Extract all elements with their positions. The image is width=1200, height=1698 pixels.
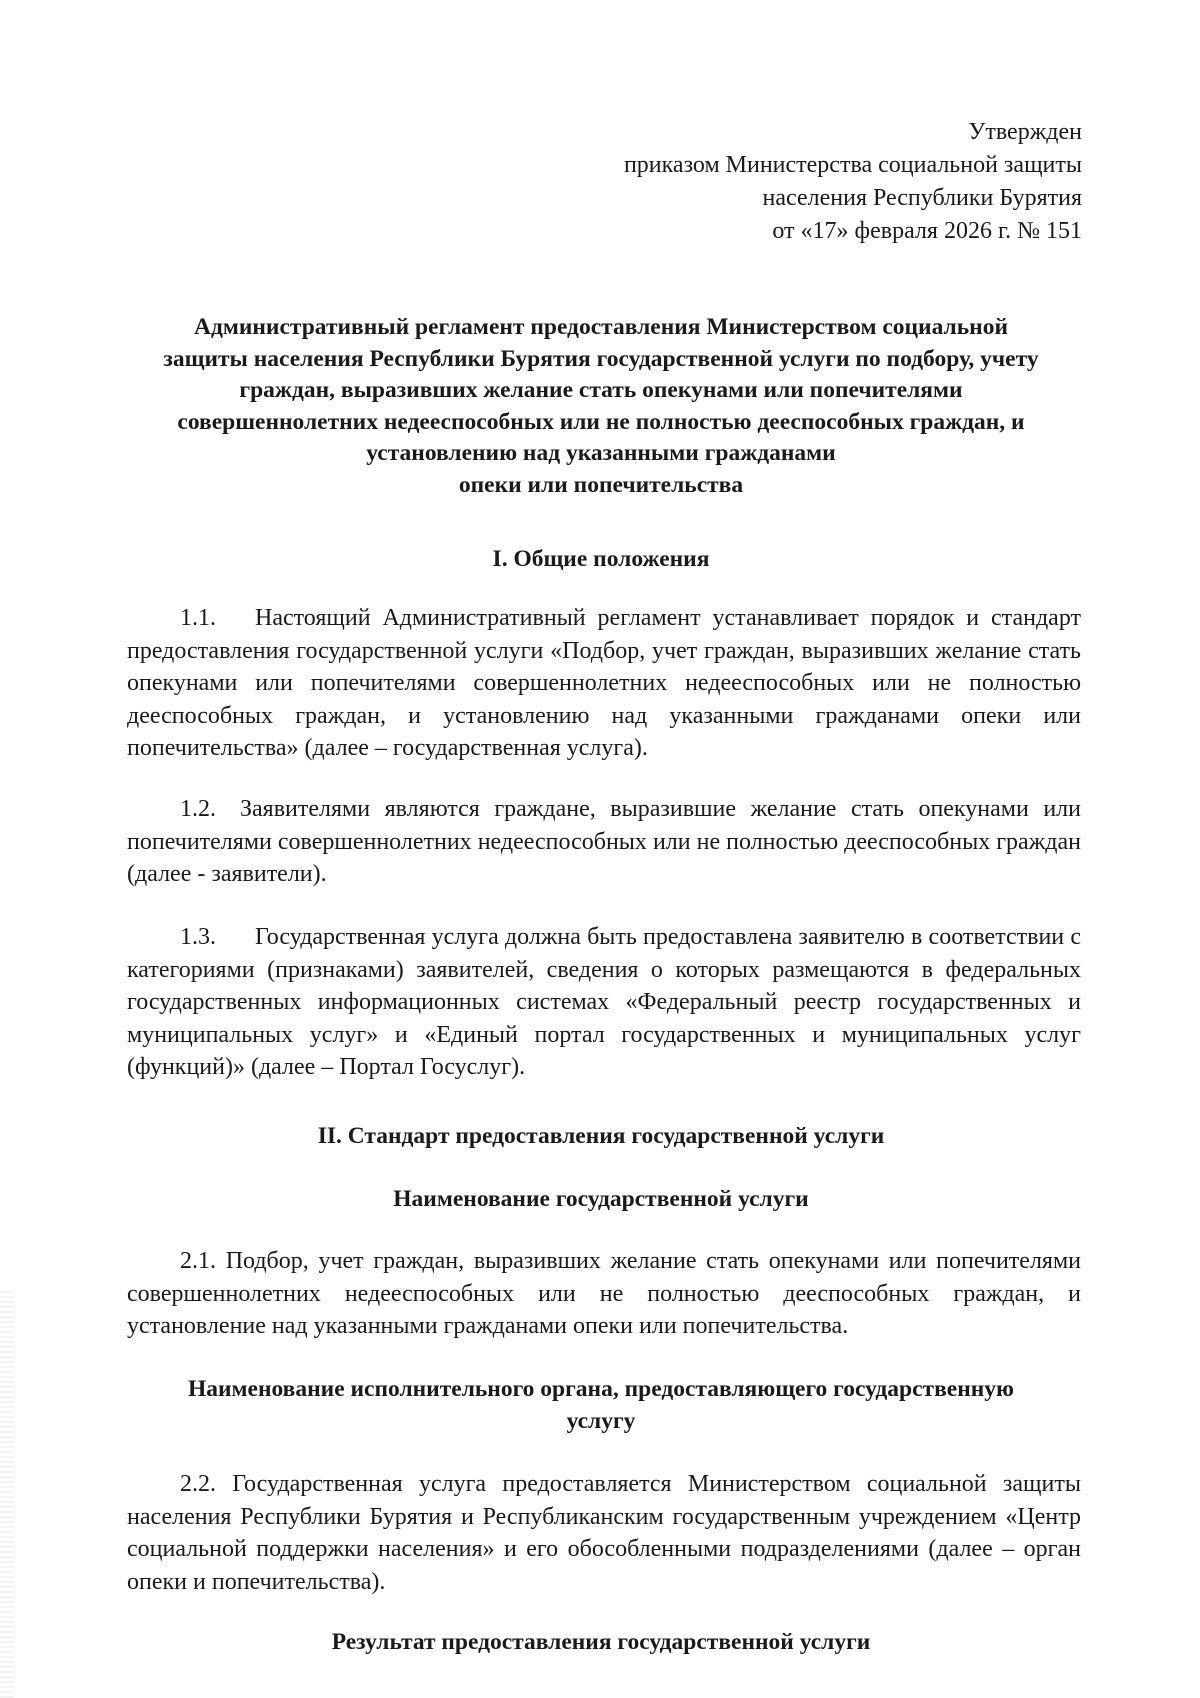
paragraph-2-1: 2.1. Подбор, учет граждан, выразивших желание стать опекунами или попечителями совершеннолетних недееспособных или не полностью дееспособных граждан, и установление над указанными гражданами опеки или попечительства.: [127, 1248, 1081, 1339]
subsection-service-name-heading: Наименование государственной услуги: [393, 1186, 809, 1212]
subsection-authority-heading: [120, 1373, 1082, 1437]
heading-line: услугу: [566, 1408, 636, 1434]
paragraph-1-3: [127, 921, 1081, 1084]
paragraph-1-1: [127, 602, 1081, 765]
approval-line: приказом Министерства социальной защиты: [623, 152, 1082, 178]
approval-line: Утвержден: [968, 119, 1082, 145]
paragraph-2-2: 2.2. Государственная услуга предоставляется Министерством социальной защиты населения Республики Бурятия и Республиканским государственным учреждением «Центр социальной поддержки населения» и его обособленными подразделениями (далее – орган опеки и попечительства).: [127, 1471, 1081, 1595]
section-2-heading: II. Стандарт предоставления государственной услуги: [317, 1123, 885, 1149]
title-line: граждан, выразивших желание стать опекунами или попечителями: [239, 377, 963, 403]
paragraph-text: Настоящий Административный регламент устанавливает порядок и стандарт предоставления государственной услуги «Подбор, учет граждан, выразивших желание стать опекунами или попечителями совершеннолетних недееспособных или не полностью дееспособных граждан, и установлению над указанными гражданами опеки или попечительства» (далее – государственная услуга).: [127, 605, 1081, 761]
approval-line: населения Республики Бурятия: [762, 185, 1082, 211]
title-line: установлению над указанными гражданами: [366, 440, 836, 466]
paragraph-number: 1.2.: [180, 796, 216, 822]
title-line: опеки или попечительства: [458, 471, 744, 498]
paragraph-number: 1.1.: [180, 605, 216, 631]
heading-line: Наименование исполнительного органа, предоставляющего государственную: [187, 1376, 1015, 1402]
approval-stamp: [522, 116, 1082, 248]
section-1-heading: I. Общие положения: [492, 546, 710, 572]
title-line: совершеннолетних недееспособных или не полностью дееспособных граждан, и: [177, 408, 1025, 435]
paragraph-number: 1.3.: [180, 924, 216, 950]
subsection-result-heading: Результат предоставления государственной услуги: [331, 1629, 871, 1655]
paragraph-1-2: [127, 793, 1081, 891]
paragraph-text: Государственная услуга должна быть предоставлена заявителю в соответствии с категориями (признаками) заявителей, сведения о которых размещаются в федеральных государственных информационных системах «Федеральный реестр государственных и муниципальных услуг» и «Единый портал государственных и муниципальных услуг (функций)» (далее – Портал Госуслуг).: [127, 924, 1081, 1080]
scan-edge-artifact: [0, 1290, 14, 1698]
paragraph-text: Заявителями являются граждане, выразившие желание стать опекунами или попечителями совершеннолетних недееспособных или не полностью дееспособных граждан (далее - заявители).: [127, 796, 1081, 887]
approval-date-line: от «17» февраля 2026 г. № 151: [772, 218, 1082, 244]
document-title: [120, 312, 1082, 501]
title-line: Административный регламент предоставления Министерством социальной: [193, 314, 1008, 340]
title-line: защиты населения Республики Бурятия государственной услуги по подбору, учету: [163, 345, 1039, 372]
